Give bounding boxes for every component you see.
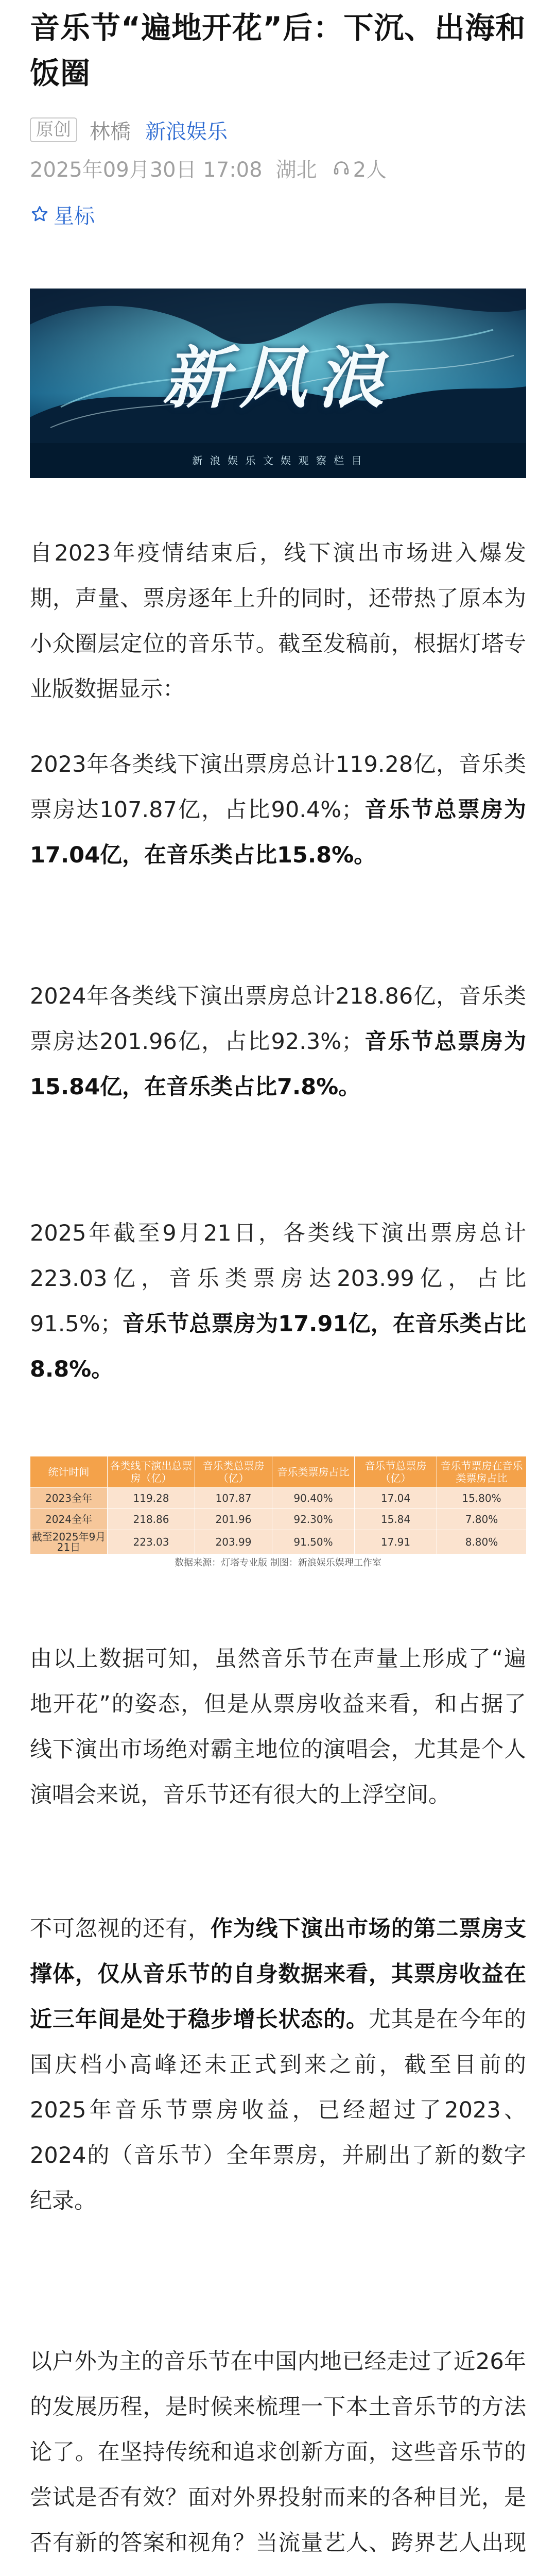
table-cell: 92.30% [272, 1509, 355, 1530]
source-account[interactable]: 新浪娱乐 [145, 120, 228, 144]
table-row [30, 1509, 527, 1530]
author-name[interactable]: 林橋 [90, 120, 131, 144]
publish-date: 2025年09月30日 17:08 [30, 158, 263, 182]
paragraph-2024-bold: 音乐节总票房为15.84亿，在音乐类占比7.8%。 [30, 1029, 526, 1100]
paragraph-2023-bold: 音乐节总票房为17.04亿，在音乐类占比15.8%。 [30, 797, 526, 868]
paragraph-2025 [30, 1211, 526, 1392]
article-title: 音乐节“遍地开花”后：下沉、出海和饭圈 [30, 10, 526, 91]
table-header: 统计时间 [30, 1456, 108, 1488]
star-label: 星标 [54, 204, 95, 228]
original-tag: 原创 [30, 117, 77, 142]
paragraph-growth-bold: 作为线下演出市场的第二票房支撑体，仅从音乐节的自身数据来看，其票房收益在近三年间是处于稳步增长状态的。 [30, 1916, 527, 2032]
table-header: 各类线下演出总票房（亿） [108, 1456, 195, 1488]
table-cell: 90.40% [272, 1488, 355, 1509]
box-office-table [30, 1456, 526, 1574]
table-cell: 2023全年 [30, 1488, 108, 1509]
table-cell: 15.84 [355, 1509, 437, 1530]
hero-logo-text: 新风浪 [162, 338, 394, 417]
table-header: 音乐节票房在音乐类票房占比 [437, 1456, 527, 1488]
table-cell: 8.80% [437, 1530, 527, 1554]
table-cell: 截至2025年9月21日 [30, 1530, 108, 1554]
table-header: 音乐节总票房（亿） [355, 1456, 437, 1488]
hero-banner [30, 289, 526, 478]
table-cell: 201.96 [195, 1509, 272, 1530]
hero-caption: 新 浪 娱 乐 文 娱 观 察 栏 目 [192, 454, 364, 467]
table-header: 音乐类票房占比 [272, 1456, 355, 1488]
table-cell: 223.03 [108, 1530, 195, 1554]
paragraph-growth [30, 1906, 526, 2224]
star-button[interactable] [30, 200, 526, 229]
paragraph-questions: 以户外为主的音乐节在中国内地已经走过了近26年的发展历程，是时候来梳理一下本土音乐节的方法论了。在坚持传统和追求创新方面，这些音乐节的尝试是否有效？面对外界投射而来的各种目光，是否有新的答案和视角？当流量艺人、跨界艺人出现 [30, 2349, 526, 2556]
table-cell: 203.99 [195, 1530, 272, 1554]
paragraph-2023-text: 2023年各类线下演出票房总计119.28亿，音乐类票房达107.87亿，占比90.4%； [30, 752, 526, 823]
table-row [30, 1488, 527, 1509]
table-cell: 91.50% [272, 1530, 355, 1554]
publish-location: 湖北 [275, 158, 317, 182]
headphone-icon [333, 159, 350, 177]
paragraph-growth-lead: 不可忽视的还有， [30, 1916, 211, 1942]
table-header: 音乐类总票房（亿） [195, 1456, 272, 1488]
paragraph-2023 [30, 742, 526, 878]
paragraph-2025-text: 2025年截至9月21日，各类线下演出票房总计223.03亿，音乐类票房达203.99亿，占比91.5%； [30, 1221, 526, 1337]
table-cell: 218.86 [108, 1509, 195, 1530]
data-table [30, 1456, 527, 1554]
table-cell: 7.80% [437, 1509, 527, 1530]
table-cell: 17.91 [355, 1530, 437, 1554]
table-cell: 119.28 [108, 1488, 195, 1509]
table-cell: 107.87 [195, 1488, 272, 1509]
article-meta [30, 114, 526, 145]
table-cell: 15.80% [437, 1488, 527, 1509]
table-source-note: 数据来源：灯塔专业版 制图：新浪娱乐娱理工作室 [175, 1557, 381, 1568]
paragraph-intro: 自2023年疫情结束后，线下演出市场进入爆发期，声量、票房逐年上升的同时，还带热了原本为小众圈层定位的音乐节。截至发稿前，根据灯塔专业版数据显示： [30, 540, 526, 702]
listener-count: 2人 [353, 158, 387, 182]
listen-button[interactable] [333, 154, 387, 183]
table-row [30, 1530, 527, 1554]
paragraph-growth-text: 尤其是在今年的国庆档小高峰还未正式到来之前，截至目前的2025年音乐节票房收益，已经超过了2023、2024的（音乐节）全年票房，并刷出了新的数字纪录。 [30, 2007, 527, 2214]
table-cell: 17.04 [355, 1488, 437, 1509]
paragraph-2024 [30, 974, 526, 1110]
paragraph-2024-text: 2024年各类线下演出票房总计218.86亿，音乐类票房达201.96亿，占比92.3%； [30, 984, 526, 1055]
paragraph-analysis: 由以上数据可知，虽然音乐节在声量上形成了“遍地开花”的姿态，但是从票房收益来看，和占据了线下演出市场绝对霸主地位的演唱会，尤其是个人演唱会来说，音乐节还有很大的上浮空间。 [30, 1646, 526, 1808]
table-header-row [30, 1456, 527, 1488]
paragraph-2025-bold: 音乐节总票房为17.91亿，在音乐类占比8.8%。 [30, 1311, 526, 1382]
table-cell: 2024全年 [30, 1509, 108, 1530]
star-icon [30, 205, 49, 224]
dateline [30, 154, 526, 182]
